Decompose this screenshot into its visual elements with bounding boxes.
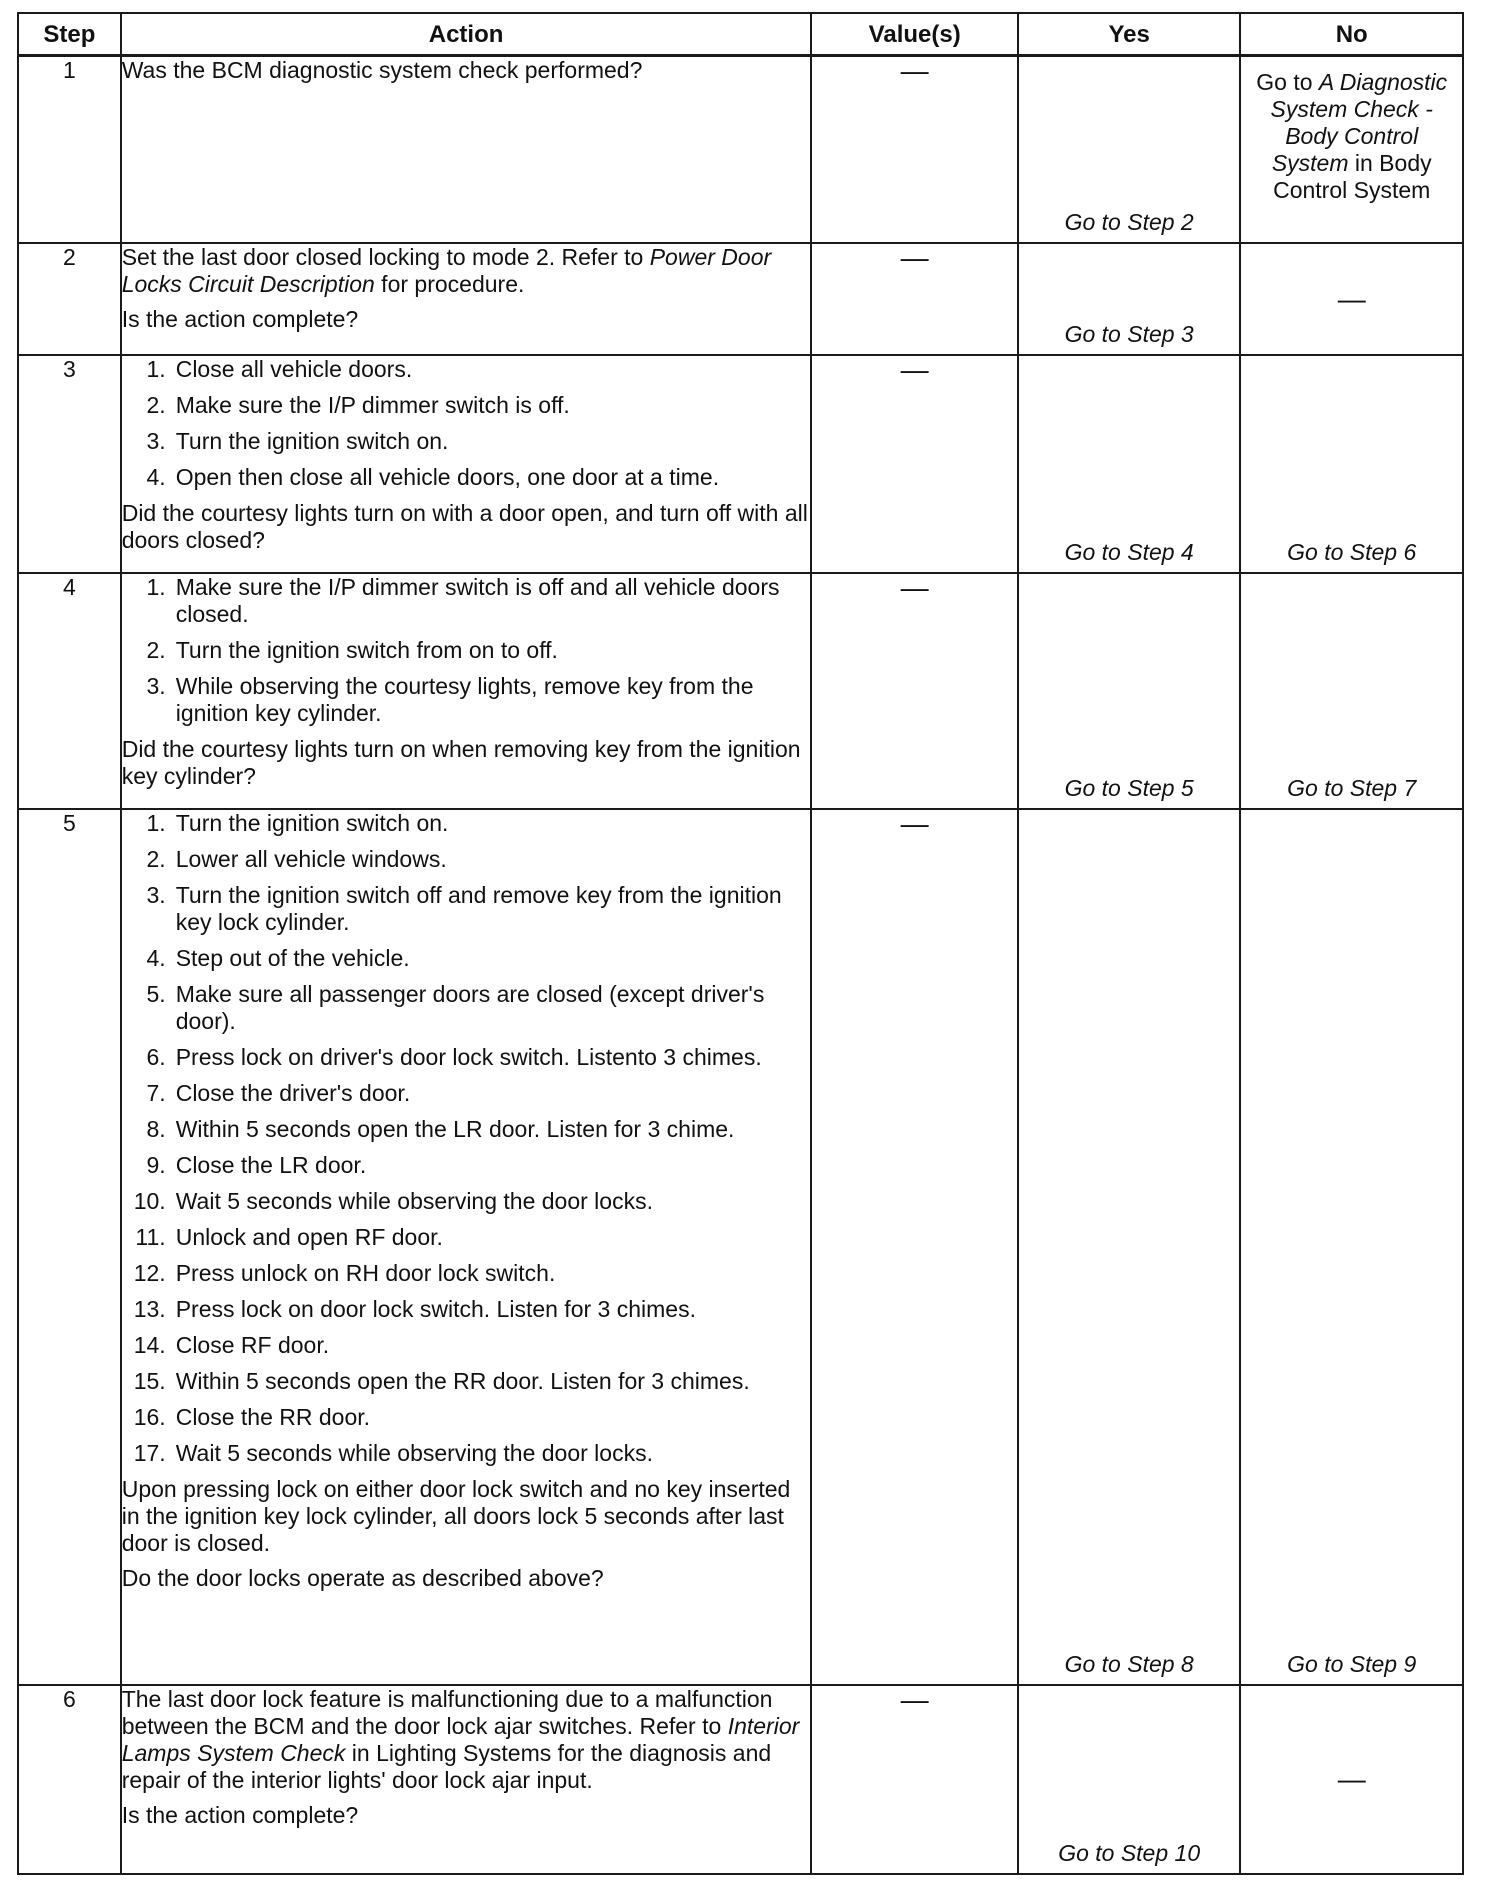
no-goto: Go to Step 9 [1287,1650,1417,1677]
action-reference: Interior Lamps System Check [121,1712,800,1766]
action-text-part: for procedure. [374,270,525,297]
yes-goto: Go to Step 3 [1064,320,1194,347]
no-cell [1240,809,1463,1685]
list-item: 9. Close the LR door. [146,1151,367,1178]
list-item: 2. Make sure the I/P dimmer switch is off. [146,391,570,418]
list-item: 4. Open then close all vehicle doors, one door at a time. [146,463,720,490]
step-number: 6 [18,1685,121,1874]
value-cell: — [811,1685,1017,1874]
action-question: Is the action complete? [121,1801,359,1828]
no-goto: — [1337,1763,1366,1795]
no-cell [1240,243,1463,355]
header-no: No [1240,13,1463,56]
action-reference: Power Door Locks Circuit Description [121,243,772,297]
table-row-step-3 [18,355,1463,573]
action-steps [122,810,811,1467]
action-question: Is the action complete? [121,305,359,332]
diagnostic-table [17,12,1464,1875]
value-cell: — [811,809,1017,1685]
no-goto: — [1337,283,1366,314]
action-cell [121,573,812,809]
action-cell [121,355,812,573]
header-values: Value(s) [811,13,1017,56]
step-number: 4 [18,573,121,809]
yes-cell [1018,809,1241,1685]
action-question: Was the BCM diagnostic system check performed? [121,57,643,83]
yes-goto: Go to Step 5 [1064,774,1194,801]
action-steps [122,356,811,491]
header-row [18,13,1463,56]
yes-cell [1018,573,1241,809]
no-cell [1240,1685,1463,1874]
yes-cell [1018,1685,1241,1874]
yes-goto: Go to Step 8 [1064,1650,1194,1677]
no-goto: Go to Step 7 [1287,774,1417,801]
list-item: 8. Within 5 seconds open the LR door. Listen for 3 chime. [146,1115,735,1142]
list-item: 1. Make sure the I/P dimmer switch is off and all vehicle doors closed. [146,573,780,627]
header-yes: Yes [1018,13,1241,56]
list-item: 17. Wait 5 seconds while observing the door locks. [133,1439,653,1466]
list-item: 4. Step out of the vehicle. [146,944,410,971]
action-steps [122,574,811,727]
list-item: 11. Unlock and open RF door. [135,1223,443,1250]
value-cell: — [811,355,1017,573]
action-question: Did the courtesy lights turn on when removing key from the ignition key cylinder? [121,735,801,789]
step-number: 1 [18,56,121,243]
header-action: Action [121,13,812,56]
value-cell: — [811,243,1017,355]
no-link: A Diagnostic System Check - Body Control System [1270,69,1448,176]
action-cell [121,56,812,243]
action-cell [121,243,812,355]
no-cell [1240,56,1463,243]
table-row-step-6 [18,1685,1463,1874]
list-item: 3. Turn the ignition switch off and remove key from the ignition key lock cylinder. [146,881,782,935]
action-cell [121,809,812,1685]
list-item: 15. Within 5 seconds open the RR door. Listen for 3 chimes. [133,1367,750,1394]
action-text [122,244,811,298]
list-item: 13. Press lock on door lock switch. Listen for 3 chimes. [133,1295,696,1322]
yes-goto: Go to Step 10 [1058,1839,1201,1866]
yes-goto: Go to Step 2 [1064,208,1194,235]
list-item: 3. Turn the ignition switch on. [146,427,449,454]
table-row-step-4 [18,573,1463,809]
list-item: 16. Close the RR door. [133,1403,371,1430]
yes-cell [1018,56,1241,243]
action-cell [121,1685,812,1874]
list-item: 14. Close RF door. [133,1331,330,1358]
list-item: 3. While observing the courtesy lights, remove key from the ignition key cylinder. [146,672,754,726]
no-cell [1240,355,1463,573]
list-item: 12. Press unlock on RH door lock switch. [133,1259,556,1286]
no-cell [1240,573,1463,809]
no-prefix: Go to [1256,69,1319,95]
action-text-part: The last door lock feature is malfunctioning due to a malfunction between the BCM and the door lock ajar switches. Refer to [121,1685,773,1739]
no-suffix: in Body Control System [1273,150,1432,203]
step-number: 5 [18,809,121,1685]
yes-goto: Go to Step 4 [1064,538,1194,565]
action-question: Did the courtesy lights turn on with a door open, and turn off with all doors closed? [121,499,808,553]
value-cell: — [811,56,1017,243]
step-number: 2 [18,243,121,355]
action-question: Do the door locks operate as described above? [121,1564,604,1591]
list-item: 7. Close the driver's door. [146,1079,411,1106]
step-number: 3 [18,355,121,573]
action-note: Upon pressing lock on either door lock switch and no key inserted in the ignition key lock cylinder, all doors lock 5 seconds after last door is closed. [121,1475,791,1556]
no-goto: Go to Step 6 [1287,538,1417,565]
table-row-step-5 [18,809,1463,1685]
list-item: 2. Turn the ignition switch from on to off. [146,636,558,663]
yes-cell [1018,355,1241,573]
list-item: 6. Press lock on driver's door lock switch. Listento 3 chimes. [146,1043,762,1070]
list-item: 1. Turn the ignition switch on. [146,809,449,836]
action-text-part: Set the last door closed locking to mode 2. Refer to [121,243,650,270]
list-item: 5. Make sure all passenger doors are closed (except driver's door). [146,980,765,1034]
list-item: 10. Wait 5 seconds while observing the door locks. [133,1187,653,1214]
value-cell: — [811,573,1017,809]
list-item: 1. Close all vehicle doors. [146,355,413,382]
no-goto [1241,57,1462,204]
table-row-step-2 [18,243,1463,355]
table-row-step-1 [18,56,1463,243]
list-item: 2. Lower all vehicle windows. [146,845,447,872]
action-text-part: in Lighting Systems for the diagnosis and repair of the interior lights' door lock ajar input. [121,1739,772,1793]
yes-cell [1018,243,1241,355]
header-step: Step [18,13,121,56]
action-text [122,1686,811,1794]
